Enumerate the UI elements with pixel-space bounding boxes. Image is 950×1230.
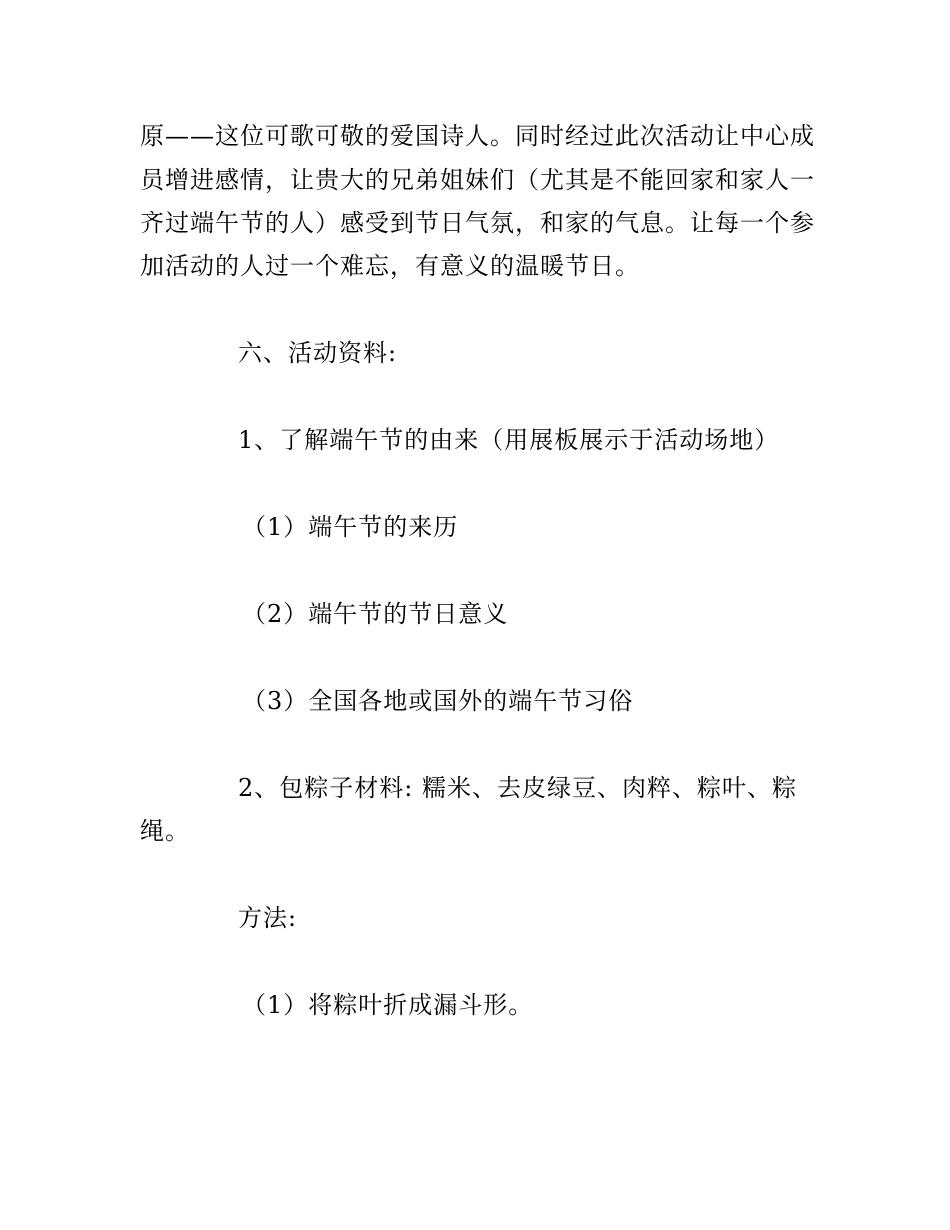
sub-item-1: （1）端午节的来历 <box>242 513 459 541</box>
intro-paragraph-line-1: 原——这位可歌可敬的爱国诗人。同时经过此次活动让中心成 <box>140 122 815 150</box>
list-item-1: 1、了解端午节的由来（用展板展示于活动场地） <box>238 426 780 454</box>
intro-paragraph-line-3: 齐过端午节的人）感受到节日气氛，和家的气息。让每一个参 <box>140 209 815 237</box>
sub-item-2: （2）端午节的节日意义 <box>242 600 509 628</box>
list-item-2-line-1: 2、包粽子材料: 糯米、去皮绿豆、肉粹、粽叶、粽 <box>238 774 797 802</box>
section-heading: 六、活动资料: <box>238 339 398 367</box>
sub-item-3: （3）全国各地或国外的端午节习俗 <box>242 687 634 715</box>
method-label: 方法: <box>238 904 298 932</box>
method-step-1: （1）将粽叶折成漏斗形。 <box>242 991 534 1019</box>
list-item-2-line-2: 绳。 <box>140 817 190 845</box>
intro-paragraph-line-4: 加活动的人过一个难忘，有意义的温暖节日。 <box>140 252 640 280</box>
intro-paragraph-line-2: 员增进感情，让贵大的兄弟姐妹们（尤其是不能回家和家人一 <box>140 166 815 194</box>
